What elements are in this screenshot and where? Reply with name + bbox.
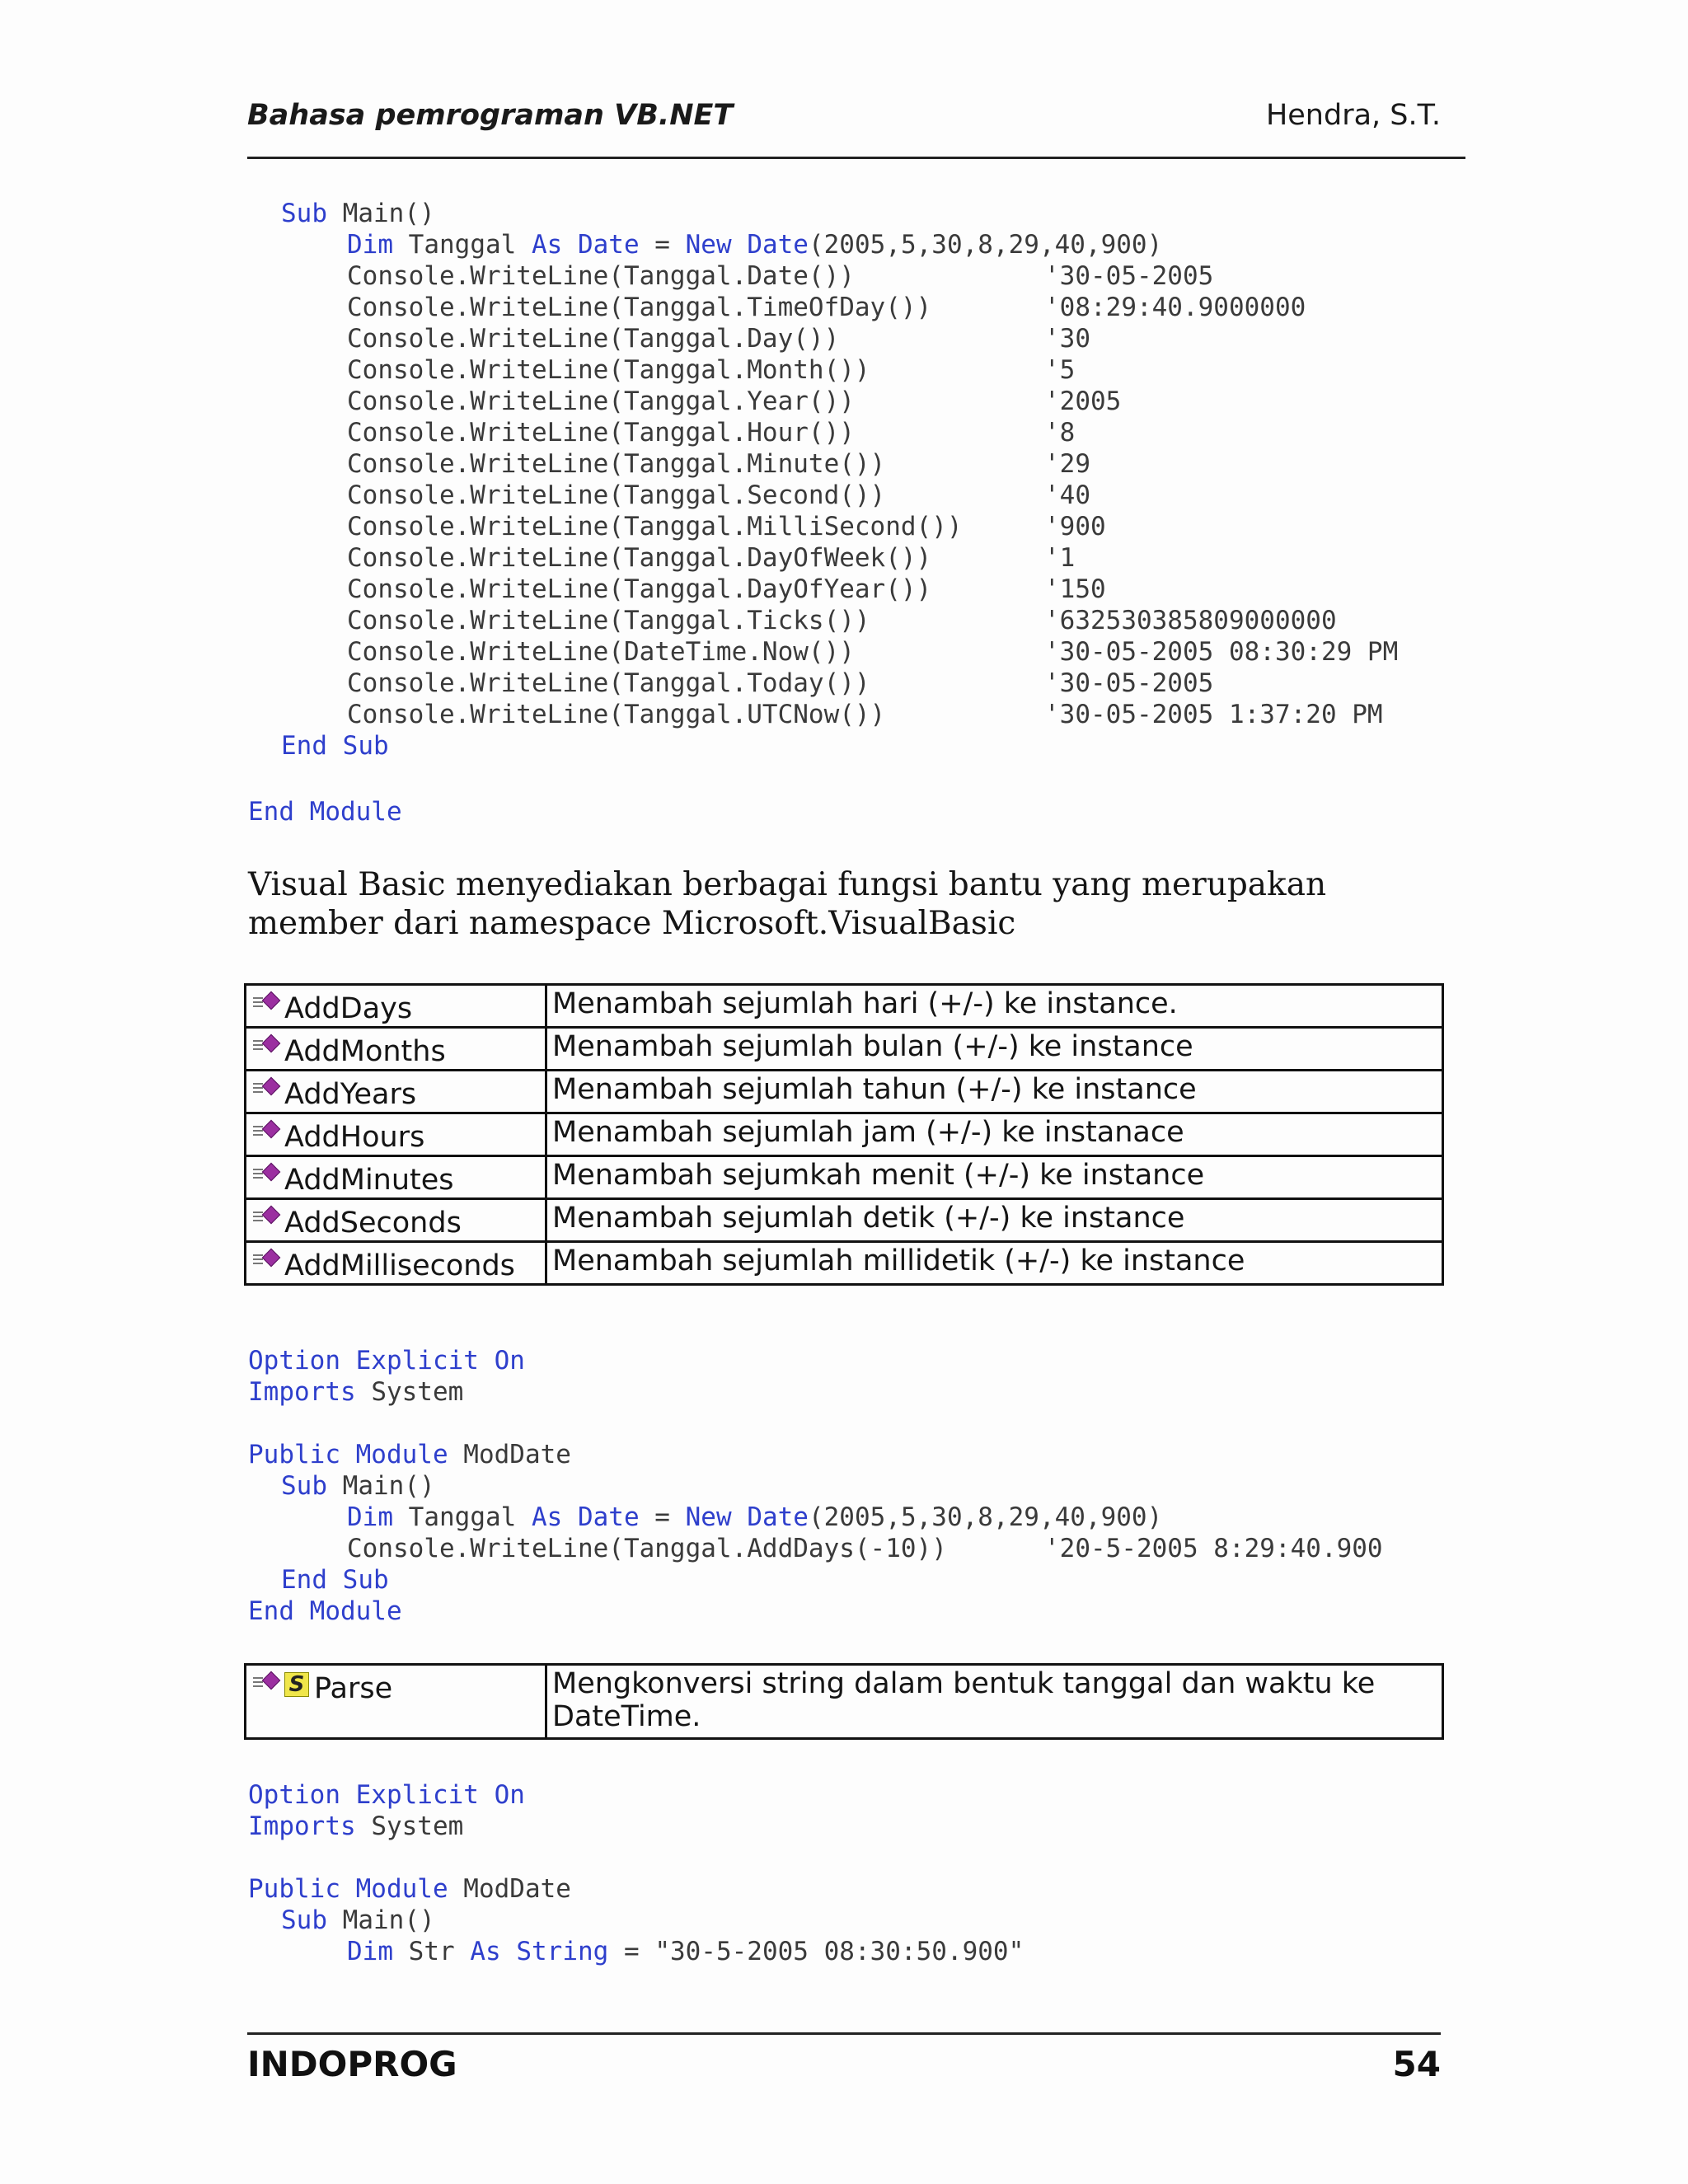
code-comment: '29 (1044, 449, 1090, 479)
code-text: = (639, 230, 686, 260)
code-line-adddays (248, 1533, 1383, 1564)
code-line-module (248, 1873, 1024, 1905)
member-desc-cell: Menambah sejumkah menit (+/-) ke instance (546, 1156, 1443, 1199)
code-comment: '900 (1044, 512, 1106, 541)
code-line (248, 699, 1383, 730)
code-text: Console.WriteLine(Tanggal.TimeOfDay()) (347, 293, 932, 322)
code-text: System (355, 1811, 464, 1841)
member-desc-cell: Menambah sejumlah tahun (+/-) ke instance (546, 1071, 1443, 1113)
keyword: As (531, 230, 563, 260)
code-blank (248, 1408, 1162, 1439)
keyword: Date (577, 1502, 640, 1532)
table-row (246, 1113, 1443, 1156)
code-text: Console.WriteLine(Tanggal.MilliSecond()) (347, 512, 963, 541)
code-line (248, 480, 1162, 511)
code-text: System (355, 1377, 464, 1407)
code-line-imports (248, 1811, 1024, 1842)
code-text: Main() (327, 199, 435, 228)
keyword: Dim (347, 1502, 393, 1532)
member-desc-cell: Menambah sejumlah detik (+/-) ke instance (546, 1199, 1443, 1242)
page-number: 54 (1392, 2044, 1441, 2084)
header-author: Hendra, S.T. (1265, 99, 1441, 132)
code-text: Console.WriteLine(DateTime.Now()) (347, 637, 855, 667)
code-text: Tanggal (393, 1502, 532, 1532)
method-icon (251, 1164, 284, 1185)
keyword: Date (747, 230, 809, 260)
code-line-sub (248, 1470, 1162, 1502)
code-line (248, 668, 1214, 699)
code-text: ModDate (448, 1874, 571, 1904)
code-line (248, 260, 1214, 292)
code-line-end-sub: End Sub (281, 731, 389, 761)
code-blank (248, 1842, 1024, 1873)
code-line (248, 386, 1162, 417)
code-text: Console.WriteLine(Tanggal.DayOfYear()) (347, 574, 932, 604)
code-line (248, 323, 1162, 354)
code-comment: '150 (1044, 574, 1106, 604)
code-text: Console.WriteLine(Tanggal.Hour()) (347, 418, 855, 448)
member-name: AddDays (284, 992, 413, 1025)
code-text: Console.WriteLine(Tanggal.Minute()) (347, 449, 886, 479)
table-row (246, 1156, 1443, 1199)
code-line (248, 574, 1162, 605)
code-block-parse (248, 1779, 1024, 1967)
code-line-dim (248, 229, 1162, 260)
parse-table (244, 1663, 1444, 1740)
code-line (248, 448, 1162, 480)
code-comment: '5 (1044, 355, 1076, 385)
method-icon (251, 1078, 284, 1099)
member-desc-cell: Menambah sejumlah millidetik (+/-) ke instance (546, 1242, 1443, 1285)
code-text: Main() (327, 1471, 435, 1501)
code-text: = (639, 1502, 686, 1532)
code-text: Tanggal (393, 230, 532, 260)
method-icon (251, 1207, 284, 1228)
member-name-cell (246, 1665, 546, 1739)
code-line-imports (248, 1376, 1162, 1408)
code-comment: '1 (1044, 543, 1076, 573)
code-block-adddays (248, 1345, 1383, 1627)
keyword: Sub (281, 199, 327, 228)
keyword: Imports (248, 1377, 356, 1407)
member-name: AddSeconds (284, 1207, 462, 1240)
code-text: Console.WriteLine(Tanggal.AddDays(-10)) (347, 1534, 947, 1563)
keyword: Dim (347, 230, 393, 260)
table-row (246, 985, 1443, 1028)
member-name-cell (246, 1156, 546, 1199)
member-name-cell (246, 1071, 546, 1113)
keyword: Sub (281, 1471, 327, 1501)
member-name-cell (246, 1028, 546, 1071)
code-text: Main() (327, 1905, 435, 1935)
code-line-sub (248, 1905, 1024, 1936)
keyword: Imports (248, 1811, 356, 1841)
static-icon: S (284, 1672, 309, 1697)
code-line (248, 542, 1162, 574)
member-name: AddMonths (284, 1035, 446, 1068)
code-text: Console.WriteLine(Tanggal.Month()) (347, 355, 870, 385)
method-icon (251, 992, 284, 1014)
code-comment: '20-5-2005 8:29:40.900 (1044, 1534, 1383, 1563)
footer-publisher: INDOPROG (247, 2044, 457, 2084)
code-text: (2005,5,30,8,29,40,900) (808, 1502, 1163, 1532)
code-line-option: Option Explicit On (248, 1780, 525, 1810)
header-rule (247, 157, 1465, 159)
method-icon (251, 1249, 284, 1271)
keyword: As (470, 1937, 501, 1966)
members-table (244, 983, 1444, 1286)
member-name: AddYears (284, 1078, 417, 1111)
member-name-cell (246, 985, 546, 1028)
keyword: String (516, 1937, 609, 1966)
code-comment: '8 (1044, 418, 1076, 448)
body-paragraph: Visual Basic menyediakan berbagai fungsi bantu yang merupakan member dari namespace Microsoft.VisualBasic (248, 866, 1327, 942)
code-line (248, 511, 1162, 542)
header-title: Bahasa pemrograman VB.NET (247, 99, 734, 132)
code-line (248, 354, 1162, 386)
table-row (246, 1665, 1443, 1739)
code-line-dim (248, 1502, 1162, 1533)
code-line-option: Option Explicit On (248, 1346, 525, 1376)
member-desc-cell: Menambah sejumlah bulan (+/-) ke instance (546, 1028, 1443, 1071)
member-desc-cell: Menambah sejumlah jam (+/-) ke instanace (546, 1113, 1443, 1156)
method-icon (251, 1121, 284, 1142)
code-text: ModDate (448, 1440, 571, 1469)
keyword: Date (577, 230, 640, 260)
member-name: AddMinutes (284, 1164, 454, 1197)
code-text: Console.WriteLine(Tanggal.Year()) (347, 387, 855, 416)
code-line-dim (248, 1936, 1024, 1967)
member-name: Parse (314, 1672, 393, 1705)
code-line-end-module: End Module (248, 1596, 402, 1626)
member-name-cell (246, 1199, 546, 1242)
code-string: "30-5-2005 08:30:50.900" (654, 1937, 1025, 1966)
keyword: Dim (347, 1937, 393, 1966)
keyword: Public Module (248, 1874, 448, 1904)
code-comment: '632530385809000000 (1044, 606, 1337, 635)
code-text: = (608, 1937, 655, 1966)
footer-rule (247, 2032, 1441, 2035)
member-desc-cell: Menambah sejumlah hari (+/-) ke instance. (546, 985, 1443, 1028)
code-text: Console.WriteLine(Tanggal.Day()) (347, 324, 840, 354)
member-desc-cell: Mengkonversi string dalam bentuk tanggal dan waktu ke DateTime. (546, 1665, 1443, 1739)
code-text: Console.WriteLine(Tanggal.Today()) (347, 668, 870, 698)
code-line (248, 292, 1306, 323)
table-row (246, 1199, 1443, 1242)
code-comment: '30-05-2005 (1044, 261, 1214, 291)
code-block-date-properties (248, 198, 1399, 827)
member-name-cell (246, 1113, 546, 1156)
code-line (248, 417, 1162, 448)
table-row (246, 1071, 1443, 1113)
code-text: Console.WriteLine(Tanggal.DayOfWeek()) (347, 543, 932, 573)
code-line-end-module: End Module (248, 797, 402, 827)
code-blank (248, 762, 1162, 793)
code-comment: '08:29:40.9000000 (1044, 293, 1306, 322)
code-comment: '2005 (1044, 387, 1122, 416)
keyword: Public Module (248, 1440, 448, 1469)
member-name-cell (246, 1242, 546, 1285)
member-name: AddHours (284, 1121, 425, 1154)
keyword: Date (747, 1502, 809, 1532)
method-icon (251, 1035, 284, 1057)
code-line-end-sub: End Sub (281, 1565, 389, 1595)
code-comment: '30-05-2005 1:37:20 PM (1044, 700, 1383, 729)
code-comment: '30 (1044, 324, 1090, 354)
code-text: Console.WriteLine(Tanggal.Ticks()) (347, 606, 870, 635)
keyword: Sub (281, 1905, 327, 1935)
code-text: (2005,5,30,8,29,40,900) (808, 230, 1163, 260)
table-row (246, 1242, 1443, 1285)
code-text: Console.WriteLine(Tanggal.UTCNow()) (347, 700, 886, 729)
table-row (246, 1028, 1443, 1071)
code-text: Str (393, 1937, 471, 1966)
code-text: Console.WriteLine(Tanggal.Second()) (347, 480, 886, 510)
method-icon (251, 1672, 284, 1694)
keyword: As (531, 1502, 563, 1532)
code-comment: '40 (1044, 480, 1090, 510)
code-text: Console.WriteLine(Tanggal.Date()) (347, 261, 855, 291)
code-comment: '30-05-2005 08:30:29 PM (1044, 637, 1399, 667)
code-line-module (248, 1439, 1162, 1470)
code-line (248, 636, 1399, 668)
keyword: New (685, 230, 732, 260)
code-lines (248, 260, 1399, 730)
member-name: AddMilliseconds (284, 1249, 515, 1282)
code-line (248, 605, 1337, 636)
code-comment: '30-05-2005 (1044, 668, 1214, 698)
keyword: New (685, 1502, 732, 1532)
code-line-sub (248, 198, 1162, 229)
